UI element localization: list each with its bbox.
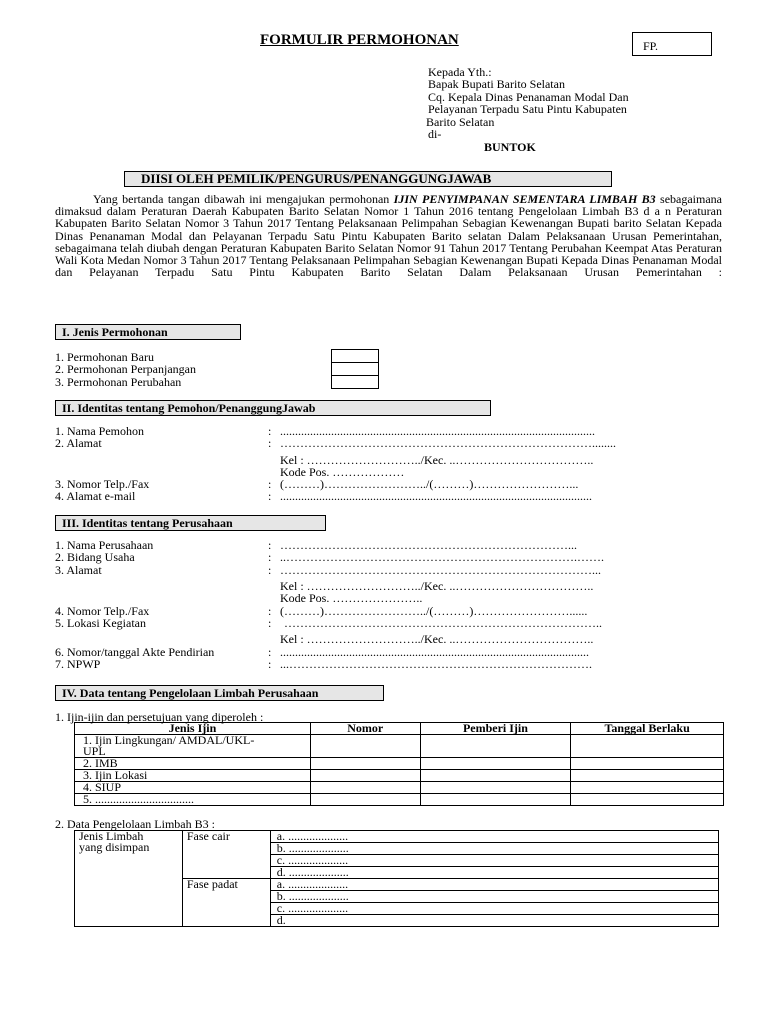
permits-question: 1. Ijin-ijin dan persetujuan yang diperoleh : <box>55 710 264 724</box>
permit-date-cell[interactable] <box>571 770 724 782</box>
solid-item-c[interactable]: c. .................... <box>270 903 718 915</box>
table-row <box>75 758 724 770</box>
intro-paragraph: Yang bertanda tangan dibawah ini mengajukan permohonan IJIN PENYIMPANAN SEMENTARA LIMBAH B3 sebagaimana dimaksud dalam Peraturan Daerah Kabupaten Barito Selatan Nomor 1 Tahun 2016 tentang Pengelolaan Limbah B3 d a n Peraturan Kabupaten Barito Selatan Nomor 3 Tahun 2017 Tentang Pelaksanaan Pelimpahan Sebagian Kewenangan Bupati barito Selatan Kepada Dinas Penanaman Modal dan Pelayanan Terpadu Satu Pintu Kabupaten Barito selatan Dalam Pelaksanaan Urusan Pemerintahan, sebagaimana telah diubah dengan Peraturan Kabupaten Barito Selatan Nomor 91 Tahun 2017 Tentang Perubahan Keempat Atas Peraturan Wali Kota Medan Nomor 3 Tahun 2017 Tentang Pelaksanaan Pelimpahan Sebagian Kewenangan Bupati Kepada Dinas Penanaman Modal dan Pelayanan Terpadu Satu Pintu Kabupaten Barito Selatan Dalam Pelaksanaan Urusan Pemerintahan : <box>55 192 722 280</box>
header-valid-date: Tanggal Berlaku <box>571 723 724 735</box>
table-row <box>75 770 724 782</box>
section-1-header: I. Jenis Permohonan <box>55 324 241 340</box>
table-row <box>75 831 719 843</box>
table-row <box>75 794 724 806</box>
business-field-field[interactable]: ..……………………………………………………………….……. <box>280 551 604 564</box>
permit-type-cell: 4. SIUP <box>75 782 311 794</box>
section-2-header: II. Identitas tentang Pemohon/PenanggungJawab <box>55 400 491 416</box>
applicant-address-label: 2. Alamat <box>55 436 102 450</box>
form-code-box <box>632 32 712 56</box>
permit-type-cell: 3. Ijin Lokasi <box>75 770 311 782</box>
checkbox-extension[interactable] <box>331 362 379 376</box>
permit-date-cell[interactable] <box>571 782 724 794</box>
permit-type-cell: 5. ................................. <box>75 794 311 806</box>
activity-location-label: 5. Lokasi Kegiatan <box>55 616 146 630</box>
npwp-field[interactable]: ...…………………………………………………………………. <box>280 658 592 671</box>
activity-location-field[interactable]: …………………………………………………………………….. <box>284 617 602 630</box>
applicant-name-label: 1. Nama Pemohon <box>55 424 144 438</box>
phase-liquid-cell: Fase cair <box>182 831 270 879</box>
header-issuer: Pemberi Ijin <box>420 723 571 735</box>
activity-kel-kec-field[interactable]: Kel : ………………………../Kec. ..…………………………….. <box>280 633 594 646</box>
owner-section-header: DIISI OLEH PEMILIK/PENGURUS/PENANGGUNGJAWAB <box>124 171 612 187</box>
permit-type-cell: 1. Ijin Lingkungan/ AMDAL/UKL- UPL <box>75 735 311 758</box>
company-phone-field[interactable]: (………)……………………../(………)……………………...... <box>280 605 588 618</box>
company-address-label: 3. Alamat <box>55 563 102 577</box>
business-field-label: 2. Bidang Usaha <box>55 550 135 564</box>
address-line: Bapak Bupati Barito Selatan <box>428 77 565 92</box>
header-permit-type: Jenis Ijin <box>75 723 311 735</box>
address-line: di- <box>428 127 442 142</box>
permit-date-cell[interactable] <box>571 794 724 806</box>
address-block <box>428 66 629 140</box>
liquid-item-d[interactable]: d. .................... <box>270 867 718 879</box>
checkbox-change[interactable] <box>331 375 379 389</box>
permit-type-cell: 2. IMB <box>75 758 311 770</box>
waste-table <box>74 830 719 927</box>
liquid-item-b[interactable]: b. .................... <box>270 843 718 855</box>
checkbox-new[interactable] <box>331 349 379 363</box>
permit-issuer-cell[interactable] <box>420 735 571 758</box>
deed-field[interactable]: ....................................................................................................... <box>280 646 589 659</box>
phase-solid-cell: Fase padat <box>182 879 270 927</box>
form-title: FORMULIR PERMOHONAN <box>260 32 459 48</box>
header-number: Nomor <box>310 723 420 735</box>
form-code: FP. <box>643 39 659 53</box>
section-4-header: IV. Data tentang Pengelolaan Limbah Perusahaan <box>55 685 384 701</box>
company-postal-field[interactable]: Kode Pos. ………………….. <box>280 592 423 605</box>
permit-name: IJIN PENYIMPANAN SEMENTARA LIMBAH B3 <box>393 192 656 206</box>
permit-date-cell[interactable] <box>571 758 724 770</box>
section-3-header: III. Identitas tentang Perusahaan <box>55 515 326 531</box>
address-line: Pelayanan Terpadu Satu Pintu Kabupaten <box>428 102 627 117</box>
permit-number-cell[interactable] <box>310 770 420 782</box>
table-row <box>75 735 724 758</box>
solid-item-d[interactable]: d. <box>270 915 718 927</box>
applicant-kel-kec-field[interactable]: Kel : ………………………../Kec. ..…………………………….. <box>280 454 594 467</box>
applicant-email-label: 4. Alamat e-mail <box>55 489 136 503</box>
solid-item-a[interactable]: a. .................... <box>270 879 718 891</box>
applicant-phone-field[interactable]: (………)……………………../(………)……………………... <box>280 478 579 491</box>
applicant-phone-label: 3. Nomor Telp./Fax <box>55 477 150 491</box>
applicant-email-field[interactable]: ........................................................................................................ <box>280 490 592 503</box>
applicant-address-field[interactable]: ……………………………………………………………………........ <box>280 437 616 450</box>
company-name-field[interactable]: ………………………………………………………………... <box>280 539 577 552</box>
applicant-postal-field[interactable]: Kode Pos. ……………… <box>280 466 405 479</box>
company-phone-label: 4. Nomor Telp./Fax <box>55 604 150 618</box>
applicant-name-field[interactable]: ......................................................................................................... <box>280 425 595 438</box>
permit-number-cell[interactable] <box>310 794 420 806</box>
liquid-item-c[interactable]: c. .................... <box>270 855 718 867</box>
option-new: 1. Permohonan Baru <box>55 350 154 364</box>
waste-question: 2. Data Pengelolaan Limbah B3 : <box>55 817 215 831</box>
permit-issuer-cell[interactable] <box>420 770 571 782</box>
permit-issuer-cell[interactable] <box>420 782 571 794</box>
company-address-field[interactable]: ……………………………………………………………………... <box>280 564 601 577</box>
permit-number-cell[interactable] <box>310 735 420 758</box>
address-line: Kepada Yth.: <box>428 65 492 79</box>
permit-issuer-cell[interactable] <box>420 794 571 806</box>
permit-issuer-cell[interactable] <box>420 758 571 770</box>
liquid-item-a[interactable]: a. .................... <box>270 831 718 843</box>
deed-label: 6. Nomor/tanggal Akte Pendirian <box>55 645 215 659</box>
npwp-label: 7. NPWP <box>55 657 101 671</box>
permit-number-cell[interactable] <box>310 758 420 770</box>
address-line: Cq. Kepala Dinas Penanaman Modal Dan <box>428 89 629 104</box>
option-extension: 2. Permohonan Perpanjangan <box>55 362 196 376</box>
permit-number-cell[interactable] <box>310 782 420 794</box>
option-change: 3. Permohonan Perubahan <box>55 375 182 389</box>
address-line: Barito Selatan <box>426 114 495 129</box>
permits-table <box>74 722 724 806</box>
company-name-label: 1. Nama Perusahaan <box>55 538 154 552</box>
permit-date-cell[interactable] <box>571 735 724 758</box>
waste-type-cell: Jenis Limbah yang disimpan <box>75 831 183 927</box>
company-kel-kec-field[interactable]: Kel : ………………………../Kec. ..…………………………….. <box>280 580 594 593</box>
address-city: BUNTOK <box>484 140 536 154</box>
solid-item-b[interactable]: b. .................... <box>270 891 718 903</box>
